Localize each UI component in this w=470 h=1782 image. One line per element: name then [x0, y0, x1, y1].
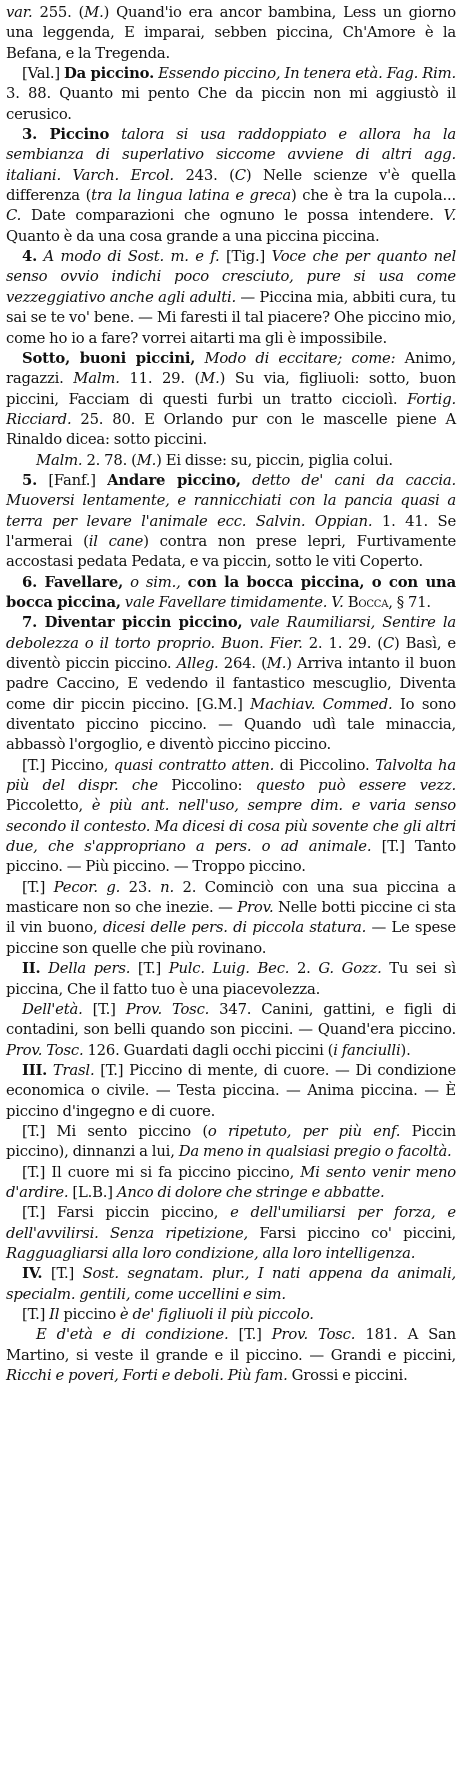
dictionary-paragraph [6, 573, 456, 614]
text-run: Prov. Tosc. [271, 1326, 356, 1344]
text-run: è più ant. nell'uso, sempre dim. e varia senso secondo il contesto. Ma dicesi di cosa più sovente che gli altri due, che s'appropriano a pers. o ad animale. [6, 797, 457, 856]
text-run: Il [49, 1306, 60, 1323]
dictionary-paragraph [6, 247, 456, 349]
text-run: Voce che per quanto nel senso ovvio indichi poco cresciuto, pure si usa come vezzeggiativo anche agli adulti. [6, 248, 456, 306]
text-run: Machiav. Commed. [250, 695, 393, 713]
text-run: Alleg. [176, 655, 219, 672]
text-run: [T.] Farsi piccin piccino, [22, 1204, 231, 1222]
text-run: E d'età e di condizione. [36, 1326, 229, 1344]
text-run: ). [400, 1041, 411, 1059]
text-run: Fortig. Ricciard. [6, 390, 456, 428]
dictionary-paragraph [6, 451, 456, 471]
text-run: i fanciulli [333, 1041, 401, 1059]
text-run: dicesi delle pers. di piccola statura. [102, 919, 367, 937]
text-run: C [382, 634, 394, 652]
text-run [109, 126, 121, 143]
text-run: [T.] Il cuore mi si fa piccino piccino, [22, 1163, 301, 1181]
dictionary-paragraph [6, 1264, 456, 1305]
text-run: Ragguagliarsi alla loro condizione, alla loro intelligenza. [6, 1244, 416, 1262]
dictionary-paragraph [6, 613, 456, 755]
text-run: 25. 80. E Orlando pur con le mascelle piene A Rinaldo dicea: sotto piccini. [6, 410, 456, 449]
text-run: M. [136, 451, 157, 469]
text-run: Ricchi e poveri, Forti e deboli. Più fam. [6, 1367, 288, 1385]
text-run: talora si usa raddoppiato e allora ha la sembianza di superlativo siccome avviene di altri agg. italiani. Varch. Ercol. [6, 126, 456, 184]
text-run: IV. [22, 1265, 43, 1283]
text-run: detto de' cani da caccia. Muoversi lentamente, e rannicchiati con la pancia quasi a terra per levare l'animale ecc. Salvin. Oppian. [6, 471, 457, 530]
text-run: Animo, ragazzi. [6, 349, 456, 388]
text-run: ) Su via, figliuoli: sotto, buon piccini, Facciam di questi furbi un tratto cicciolì. [6, 370, 457, 408]
text-run: [T.] [22, 878, 54, 896]
text-run: C. [6, 207, 22, 225]
text-run: Modo di eccitare; come: [204, 349, 396, 367]
text-run: Grossi e piccini. [287, 1367, 408, 1385]
text-run: 255. ( [32, 4, 85, 21]
text-run [241, 472, 252, 489]
text-run: 2. 1. 29. ( [302, 634, 383, 652]
text-run: Pecor. g. [53, 878, 121, 896]
text-run: ) che è tra la cupola... [290, 187, 456, 205]
text-run: M. [84, 4, 104, 21]
dictionary-paragraph [6, 471, 456, 573]
text-run [242, 614, 249, 631]
text-run: [T.] Tanto piccino. — Più piccino. — Troppo piccino. [6, 838, 456, 876]
text-run: ) Ei disse: su, piccin, piglia colui. [156, 451, 393, 469]
text-run: Essendo piccino, In tenera età. Fag. Rim. [158, 65, 457, 83]
dictionary-paragraph [6, 1000, 456, 1061]
dictionary-paragraph [6, 64, 456, 125]
text-run: il cane [88, 532, 144, 550]
text-run: 23. [120, 878, 161, 896]
text-run: [T.] [228, 1326, 272, 1344]
text-run: [T.] [130, 960, 169, 978]
text-run: 3. 88. Quanto mi pento Che da piccin non mi aggiustò il cerusico. [6, 85, 456, 123]
text-run: e dell'umiliarsi per forza, e dell'avvilirsi. Senza ripetizione, [6, 1204, 456, 1242]
text-run: Pulc. Luig. Bec. [168, 960, 290, 978]
text-run: Dell'età. [22, 1000, 83, 1018]
text-run: , § 71. [388, 593, 431, 611]
text-run: di Piccolino. [274, 756, 376, 774]
dictionary-paragraph [6, 878, 456, 959]
text-run: Prov. Tosc. [125, 1000, 210, 1018]
text-run: ) contra non prese lepri, Furtivamente accostasi pedata Pedata, e va piccin, sotto le viti Coperto. [6, 532, 456, 571]
text-run: [T.] [42, 1265, 83, 1283]
text-run: Nelle botti piccine ci sta il vin buono, [6, 899, 456, 937]
text-run: C [234, 166, 246, 184]
dictionary-paragraph [6, 3, 456, 64]
text-run: 5. [22, 471, 38, 489]
text-run: [Val.] [22, 65, 64, 83]
text-run: [T.] [22, 1306, 50, 1323]
text-run: ) Basì, e diventò piccin piccino. [6, 634, 456, 672]
text-run: II. [22, 960, 41, 978]
text-run: questo può essere vezz. [255, 777, 456, 795]
text-run: ) Arriva intanto il buon padre Caccino, E vedendo il fantastico mescuglio, Diventa come dir piccin piccino. [G.M.] [6, 655, 457, 713]
text-run: 347. Canini, gattini, e figli di contadini, son belli quando son piccini. — Quand'era piccino. [6, 1000, 456, 1039]
text-run: Date comparazioni che ognuno le possa intendere. [21, 207, 444, 225]
text-run: [Fanf.] [37, 471, 108, 489]
text-run: n. [160, 878, 174, 896]
text-run: 2. 78. ( [82, 451, 137, 469]
text-run: [T.] [82, 1000, 126, 1018]
text-run: Bocca [347, 593, 389, 611]
text-run: vale Favellare timidamente. V. [124, 593, 344, 611]
text-run: 3. Piccino [22, 126, 110, 144]
text-run: Anco di dolore che stringe e abbatte. [116, 1183, 385, 1201]
dictionary-paragraph [6, 1325, 456, 1386]
dictionary-paragraph [6, 125, 456, 247]
text-run: Prov. Tosc. [6, 1041, 84, 1059]
text-run: var. [6, 4, 33, 21]
text-run: 6. Favellare, [22, 573, 124, 591]
text-run: 181. A San Martino, si veste il grande e il piccino. — Grandi e piccini, [6, 1326, 457, 1364]
text-run: A modo di Sost. m. e f. [43, 248, 220, 266]
text-run: Quanto è da una cosa grande a una piccina piccina. [6, 227, 380, 245]
text-run: ) Quand'io era ancor bambina, Less un giorno una leggenda, E imparai, sebben piccina, Ch'Amore è la Befana, e la Tregenda. [6, 4, 457, 62]
dictionary-paragraph [6, 1305, 456, 1325]
text-run: Della pers. [48, 960, 131, 978]
text-run: 126. Guardati dagli occhi piccini ( [83, 1041, 334, 1059]
text-run: M. [200, 370, 220, 388]
text-run: Trasl. [52, 1061, 95, 1079]
text-run: 1. 41. Se l'armerai ( [6, 512, 456, 550]
text-run: Mi sento venir meno d'ardire. [6, 1163, 456, 1201]
dictionary-paragraph [6, 349, 456, 451]
dictionary-paragraph [6, 1203, 456, 1264]
text-run [40, 960, 48, 977]
text-run: Da meno in qualsiasi pregio o facoltà. [178, 1143, 452, 1161]
text-run: Piccin piccino), dinnanzi a lui, [6, 1122, 456, 1161]
text-run: o sim., [130, 573, 181, 591]
text-run: Piccolino: [157, 777, 256, 795]
text-run: III. [22, 1061, 48, 1079]
text-run: piccino [59, 1306, 120, 1323]
text-run: tra la lingua latina e greca [91, 187, 291, 205]
text-run: 264. ( [218, 655, 267, 672]
text-run: vale Raumiliarsi, Sentire la debolezza o il torto proprio. Buon. Fier. [6, 614, 456, 652]
dictionary-paragraph [6, 1061, 456, 1122]
text-run: — Le spese piccine son quelle che più rovinano. [6, 919, 456, 957]
text-run [181, 574, 188, 591]
text-run: quasi contratto atten. [113, 756, 275, 774]
text-run: V. [443, 207, 456, 225]
text-run: M. [266, 655, 287, 672]
dictionary-paragraph [6, 959, 456, 1000]
text-run: 7. Diventar piccin piccino, [22, 614, 243, 632]
text-run: 243. ( [173, 166, 235, 184]
dictionary-paragraph [6, 1122, 456, 1163]
text-run: Io sono diventato piccino piccino. — Quando udì tale minaccia, abbassò l'orgoglio, e diventò piccino piccino. [6, 695, 456, 754]
text-run: [T.] Piccino, [22, 756, 114, 774]
text-run: G. Gozz. [318, 960, 382, 978]
text-run: — Piccina mia, abbiti cura, tu sai se te vo' bene. — Mi faresti il tal piacere? Ohe piccino mio, come ho io a fare? vorrei aitarti ma gli è impossibile. [6, 288, 456, 347]
text-run: Malm. [73, 370, 120, 388]
text-run: [T.] Piccino di mente, di cuore. — Di condizione economica o civile. — Testa piccina. — Anima piccina. — È piccino d'ingegno e di cuore. [6, 1061, 456, 1120]
text-run: Sost. segnatam. plur., I nati appena da animali, specialm. gentili, come uccellini e sim. [6, 1265, 456, 1303]
dictionary-paragraph [6, 1163, 456, 1204]
text-run: [L.B.] [68, 1183, 117, 1201]
text-run: Da piccino. [63, 65, 155, 83]
text-run: ) Nelle scienze v'è quella differenza ( [6, 166, 457, 205]
text-run: Andare piccino, [107, 471, 241, 489]
text-run: Piccoletto, [6, 797, 92, 815]
text-run: Farsi piccino co' piccini, [248, 1224, 456, 1242]
text-run: Sotto, buoni piccini, [22, 349, 196, 367]
text-run: [T.] Mi sento piccino ( [22, 1122, 208, 1140]
text-run: 4. [22, 248, 38, 266]
text-run: è de' figliuoli il più piccolo. [119, 1306, 314, 1323]
dictionary-paragraph [6, 756, 456, 878]
text-run: Tu sei sì piccina, Che il fatto tuo è una piacevolezza. [6, 960, 456, 998]
text-run: con la bocca piccina, o con una bocca piccina, [6, 573, 456, 611]
text-run: 2. Cominciò con una sua piccina a masticare non so che inezie. — [6, 878, 456, 917]
text-run: o ripetuto, per più enf. [207, 1122, 401, 1140]
text-run: Prov. [237, 899, 274, 917]
text-run: 11. 29. ( [119, 370, 201, 388]
text-run: Talvolta ha più del dispr. che [6, 756, 457, 795]
text-run: 2. [289, 960, 319, 978]
text-run: Malm. [36, 451, 83, 469]
text-run: [Tig.] [219, 248, 272, 266]
